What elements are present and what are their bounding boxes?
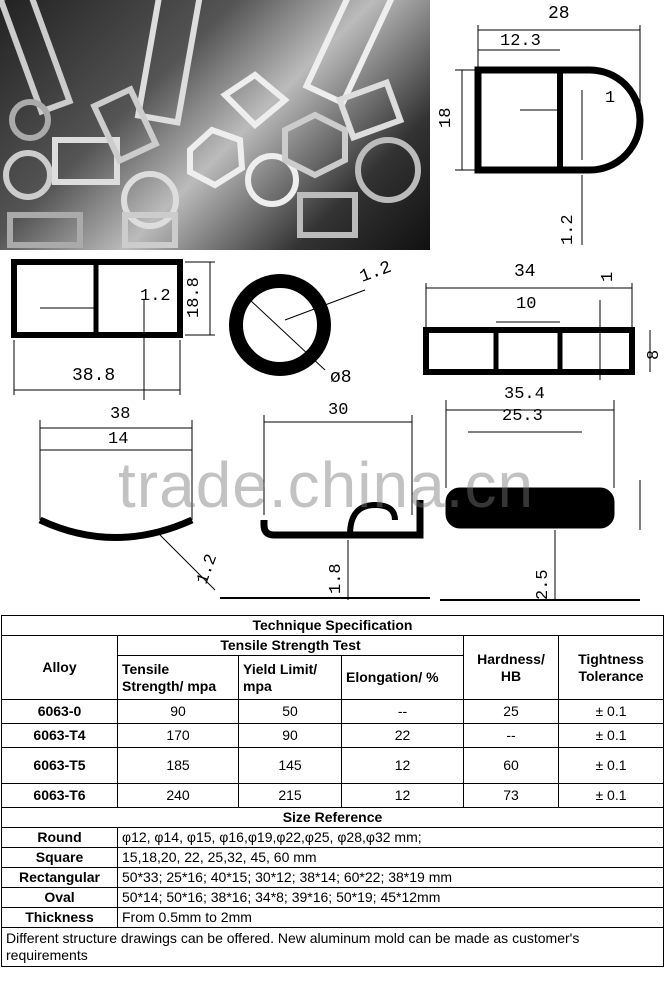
dim-1-2-top: 1.2 [559, 214, 578, 245]
profile-rect-three-cell [426, 330, 632, 372]
dim-18: 18 [437, 107, 456, 128]
dim-1: 1 [605, 89, 616, 108]
table-title: Technique Specification [2, 616, 664, 636]
hardness-cell: 73 [464, 784, 559, 808]
size-value: 50*14; 50*16; 38*16; 34*8; 39*16; 50*19; 45*12mm [118, 888, 664, 908]
table-row [2, 748, 664, 784]
dim-8: 8 [645, 349, 664, 360]
dim-2-5: 2.5 [534, 569, 553, 600]
dim-25-3: 25.3 [502, 407, 543, 426]
elongation-cell: 12 [342, 784, 464, 808]
hardness-header: Hardness/ HB [464, 636, 559, 700]
tolerance-cell: ± 0.1 [559, 784, 664, 808]
tolerance-cell: ± 0.1 [559, 700, 664, 724]
dim-38-8: 38.8 [72, 366, 116, 386]
tensile-cell: 240 [118, 784, 239, 808]
size-value: From 0.5mm to 2mm [118, 908, 664, 928]
dim-1-2-left: 1.2 [140, 287, 171, 306]
dim-28: 28 [548, 4, 570, 24]
yield-header: Yield Limit/ mpa [239, 656, 342, 700]
dim-1-8: 1.8 [327, 563, 346, 594]
alloy-cell: 6063-0 [2, 700, 118, 724]
size-label: Oval [2, 888, 118, 908]
dim-30: 30 [328, 401, 349, 420]
dim-1-right: 1 [599, 271, 618, 282]
watermark: trade.china.cn [118, 449, 535, 521]
yield-cell: 50 [239, 700, 342, 724]
tightness-header: Tightness Tolerance [559, 636, 664, 700]
dim-18-8: 18.8 [185, 277, 204, 318]
tensile-cell: 170 [118, 724, 239, 748]
table-row [2, 724, 664, 748]
table-row [2, 784, 664, 808]
footer-note: Different structure drawings can be offered. New aluminum mold can be made as customer's requirements [2, 928, 664, 967]
hardness-cell: -- [464, 724, 559, 748]
size-label: Square [2, 848, 118, 868]
dim-38: 38 [110, 405, 131, 424]
tensile-cell: 185 [118, 748, 239, 784]
alloy-cell: 6063-T5 [2, 748, 118, 784]
tensile-group-header: Tensile Strength Test [118, 636, 464, 656]
hardness-cell: 25 [464, 700, 559, 724]
dim-1-2-ring: 1.2 [357, 257, 395, 288]
size-value: 15,18,20, 22, 25,32, 45, 60 mm [118, 848, 664, 868]
size-row [2, 868, 664, 888]
size-row [2, 828, 664, 848]
tolerance-cell: ± 0.1 [559, 748, 664, 784]
alloy-cell: 6063-T6 [2, 784, 118, 808]
elongation-cell: 22 [342, 724, 464, 748]
size-value: φ12, φ14, φ15, φ16,φ19,φ22,φ25, φ28,φ32 mm; [118, 828, 664, 848]
size-row [2, 888, 664, 908]
size-label: Thickness [2, 908, 118, 928]
size-label: Round [2, 828, 118, 848]
dim-10: 10 [516, 295, 537, 314]
tensile-cell: 90 [118, 700, 239, 724]
dim-12-3: 12.3 [500, 32, 541, 51]
spec-table [1, 615, 664, 967]
alloy-header: Alloy [2, 636, 118, 700]
dim-14: 14 [108, 430, 129, 449]
elongation-header: Elongation/ % [342, 656, 464, 700]
dim-1-2-arc: 1.2 [193, 551, 223, 588]
tensile-header: Tensile Strength/ mpa [118, 656, 239, 700]
alloy-cell: 6063-T4 [2, 724, 118, 748]
size-row [2, 848, 664, 868]
table-row [2, 700, 664, 724]
tolerance-cell: ± 0.1 [559, 724, 664, 748]
size-row [2, 908, 664, 928]
hardness-cell: 60 [464, 748, 559, 784]
size-value: 50*33; 25*16; 40*15; 30*12; 38*14; 60*22; 38*19 mm [118, 868, 664, 888]
size-reference-title: Size Reference [2, 808, 664, 828]
profile-ring [236, 281, 324, 369]
dim-34: 34 [514, 262, 536, 282]
yield-cell: 90 [239, 724, 342, 748]
profile-arc [40, 520, 192, 538]
size-label: Rectangular [2, 868, 118, 888]
elongation-cell: 12 [342, 748, 464, 784]
yield-cell: 145 [239, 748, 342, 784]
dim-35-4: 35.4 [504, 385, 545, 404]
yield-cell: 215 [239, 784, 342, 808]
dim-diameter-8: ø8 [330, 368, 352, 388]
elongation-cell: -- [342, 700, 464, 724]
